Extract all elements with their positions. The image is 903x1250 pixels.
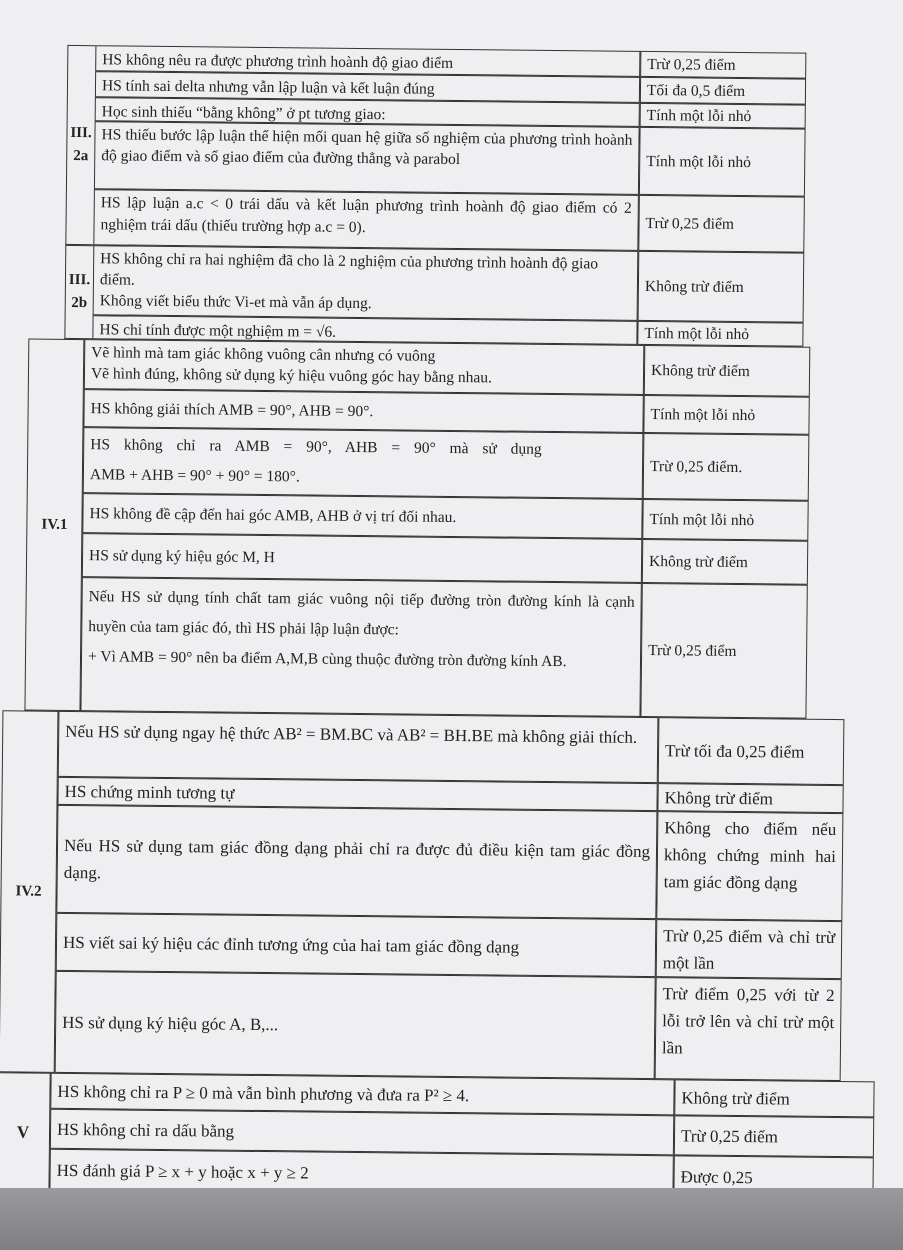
row-10-error bbox=[83, 427, 644, 499]
row-12-penalty: Không trừ điểm bbox=[642, 539, 808, 585]
row-15-penalty: Không trừ điểm bbox=[657, 783, 843, 813]
row-7-penalty: Tính một lỗi nhỏ bbox=[637, 321, 803, 347]
row-3-error: Học sinh thiếu “bằng không” ở pt tương giao: bbox=[95, 97, 640, 127]
section-label-4-2: IV.2 bbox=[0, 710, 58, 1073]
row-12-error: HS sử dụng ký hiệu góc M, H bbox=[82, 533, 642, 583]
row-10-penalty: Trừ 0,25 điểm. bbox=[643, 433, 810, 501]
row-21-penalty: Được 0,25 bbox=[673, 1155, 873, 1199]
row-16-penalty: Không cho điểm nếu không chứng minh hai tam giác đồng dạng bbox=[656, 811, 843, 921]
row-14-error: Nếu HS sử dụng ngay hệ thức AB² = BM.BC và AB² = BH.BE mà không giải thích. bbox=[58, 711, 659, 783]
section-label-3-2b: III. 2b bbox=[64, 245, 93, 339]
row-9-error: HS không giải thích AMB = 90°, AHB = 90°. bbox=[83, 389, 643, 433]
row-17-error: HS viết sai ký hiệu các đỉnh tương ứng của hai tam giác đồng dạng bbox=[56, 913, 657, 977]
section-label-4-1: IV.1 bbox=[24, 339, 84, 712]
row-10-error-line-1: HS không chỉ ra AMB = 90°, AHB = 90° mà sử dụng bbox=[90, 436, 542, 458]
row-8-error bbox=[84, 339, 644, 395]
row-11-penalty: Tính một lỗi nhỏ bbox=[642, 499, 808, 541]
row-11-error: HS không đề cập đến hai góc AMB, AHB ở vị trí đối nhau. bbox=[82, 493, 642, 539]
row-13-penalty: Trừ 0,25 điểm bbox=[640, 583, 807, 719]
row-7-error: HS chỉ tính được một nghiệm m = √6. bbox=[92, 315, 637, 345]
row-20-error: HS không chỉ ra dấu bằng bbox=[50, 1109, 674, 1156]
row-8-error-line-2: Vẽ hình đúng, không sử dụng ký hiệu vuông góc hay bằng nhau. bbox=[90, 365, 493, 387]
row-6-penalty: Không trừ điểm bbox=[638, 251, 805, 323]
row-13-error bbox=[80, 577, 641, 717]
section-label-3-2a: III. 2a bbox=[65, 45, 95, 245]
row-6-error-line-2: Không viết biểu thức Vi-et mà vẫn áp dụng. bbox=[99, 292, 372, 313]
row-13-error-line-2: + Vì AMB = 90° nên ba điểm A,M,B cùng thuộc đường tròn đường kính AB. bbox=[87, 648, 567, 671]
row-8-penalty: Không trừ điểm bbox=[644, 345, 811, 397]
row-20-penalty: Trừ 0,25 điểm bbox=[674, 1115, 874, 1157]
row-6-error-line-1: HS không chỉ ra hai nghiệm đã cho là 2 nghiệm của phương trình hoành độ giao điểm. bbox=[99, 250, 599, 289]
row-3-penalty: Tính một lỗi nhỏ bbox=[640, 103, 806, 129]
row-15-error: HS chứng minh tương tự bbox=[57, 777, 657, 811]
row-13-error-line-1: Nếu HS sử dụng tính chất tam giác vuông nội tiếp đường tròn đường kính là cạnh huyền của tam giác đó, thì HS phải lập luận được: bbox=[88, 588, 635, 639]
row-14-penalty: Trừ tối đa 0,25 điểm bbox=[658, 717, 845, 785]
row-4-penalty: Tính một lỗi nhỏ bbox=[639, 127, 806, 197]
row-2-error: HS tính sai delta nhưng vẫn lập luận và kết luận đúng bbox=[95, 71, 640, 103]
row-4-error: HS thiếu bước lập luận thể hiện mối quan hệ giữa số nghiệm của phương trình hoành độ giao điểm và số giao điểm của đường thẳng và parabol bbox=[94, 121, 640, 195]
row-18-error: HS sử dụng ký hiệu góc A, B,... bbox=[55, 971, 656, 1079]
row-8-error-line-1: Vẽ hình mà tam giác không vuông cân nhưng có vuông bbox=[91, 344, 436, 365]
row-5-penalty: Trừ 0,25 điểm bbox=[638, 195, 805, 253]
section-label-5: V bbox=[0, 1072, 51, 1191]
row-9-penalty: Tính một lỗi nhỏ bbox=[643, 395, 809, 435]
row-21-error: HS đánh giá P ≥ x + y hoặc x + y ≥ 2 bbox=[49, 1149, 673, 1198]
row-19-error: HS không chỉ ra P ≥ 0 mà vẫn bình phương và đưa ra P² ≥ 4. bbox=[50, 1073, 674, 1116]
row-5-error: HS lập luận a.c < 0 trái dấu và kết luận phương trình hoành độ giao điểm có 2 nghiệm trái dấu (thiếu trường hợp a.c = 0). bbox=[93, 189, 639, 251]
row-1-error: HS không nêu ra được phương trình hoành độ giao điểm bbox=[95, 45, 640, 77]
row-16-error: Nếu HS sử dụng tam giác đồng dạng phải chỉ ra được đủ điều kiện tam giác đồng dạng. bbox=[56, 805, 657, 919]
row-18-penalty: Trừ điểm 0,25 với từ 2 lỗi trở lên và chỉ trừ một lần bbox=[655, 977, 842, 1081]
paper-shadow bbox=[0, 1188, 903, 1250]
row-2-penalty: Tối đa 0,5 điểm bbox=[640, 77, 806, 105]
row-19-penalty: Không trừ điểm bbox=[674, 1079, 874, 1117]
row-6-error bbox=[93, 245, 639, 321]
row-10-error-line-2: AMB + AHB = 90° + 90° = 180°. bbox=[89, 466, 300, 486]
row-1-penalty: Trừ 0,25 điểm bbox=[640, 51, 806, 79]
row-17-penalty: Trừ 0,25 điểm và chỉ trừ một lần bbox=[656, 919, 843, 979]
